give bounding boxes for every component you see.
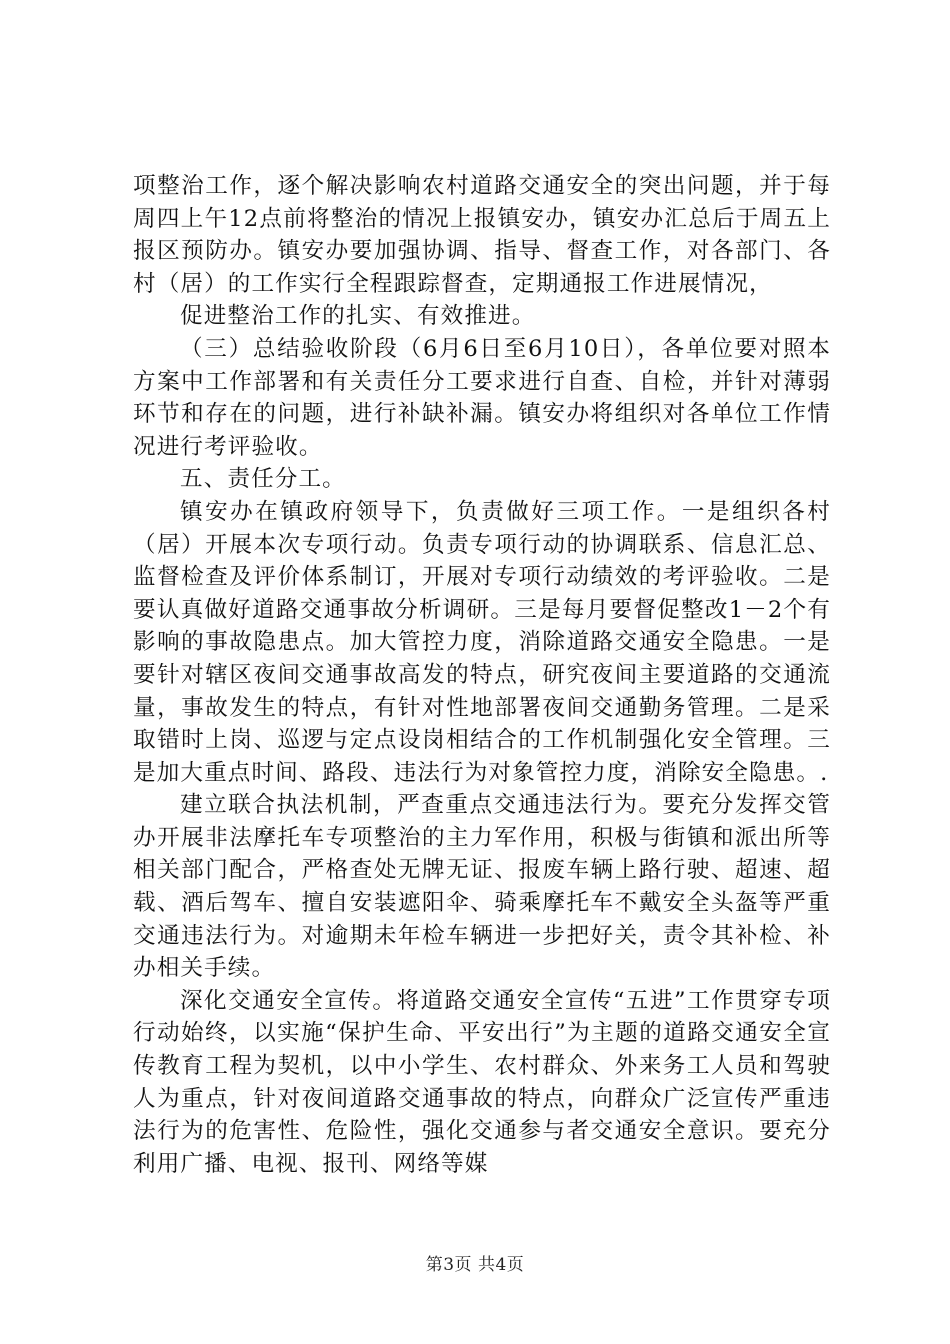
paragraph-stage-three: （三）总结验收阶段（6月6日至6月10日），各单位要对照本方案中工作部署和有关责任分工要求进行自查、自检，并针对薄弱环节和存在的问题，进行补缺补漏。镇安办将组织对各单位工作情况进行考评验收。 [133,335,831,460]
paragraph-joint-enforcement: 建立联合执法机制，严查重点交通违法行为。要充分发挥交管办开展非法摩托车专项整治的主力军作用，积极与街镇和派出所等相关部门配合，严格查处无牌无证、报废车辆上路行驶、超速、超载、酒后驾车、擅自安装遮阳伞、骑乘摩托车不戴安全头盔等严重交通违法行为。对逾期未年检车辆进一步把好关，责令其补检、补办相关手续。 [133,792,831,982]
paragraph-continuation: 项整治工作，逐个解决影响农村道路交通安全的突出问题，并于每周四上午12点前将整治的情况上报镇安办，镇安办汇总后于周五上报区预防办。镇安办要加强协调、指导、督查工作，对各部门、各村（居）的工作实行全程跟踪督查，定期通报工作进展情况， [133,173,831,297]
paragraph-promote: 促进整治工作的扎实、有效推进。 [180,303,536,330]
paragraph-safety-publicity: 深化交通安全宣传。将道路交通安全宣传“五进”工作贯穿专项行动始终，以实施“保护生命、平安出行”为主题的道路交通安全宣传教育工程为契机，以中小学生、农村群众、外来务工人员和驾驶人为重点，针对夜间道路交通事故的特点，向群众广泛宣传严重违法行为的危害性、危险性，强化交通参与者交通安全意识。要充分利用广播、电视、报刊、网络等媒 [133,987,831,1177]
section-heading-responsibility: 五、责任分工。 [180,466,346,493]
paragraph-town-office: 镇安办在镇政府领导下，负责做好三项工作。一是组织各村（居）开展本次专项行动。负责专项行动的协调联系、信息汇总、监督检查及评价体系制订，开展对专项行动绩效的考评验收。二是要认真做好道路交通事故分析调研。三是每月要督促整改1－2个有影响的事故隐患点。加大管控力度，消除道路交通安全隐患。一是要针对辖区夜间交通事故高发的特点，研究夜间主要道路的交通流量，事故发生的特点，有针对性地部署夜间交通勤务管理。二是采取错时上岗、巡逻与定点设岗相结合的工作机制强化安全管理。三是加大重点时间、路段、违法行为对象管控力度，消除安全隐患。. [133,498,831,786]
document-body [133,170,831,1180]
page-number-footer: 第3页 共4页 [425,1255,525,1275]
